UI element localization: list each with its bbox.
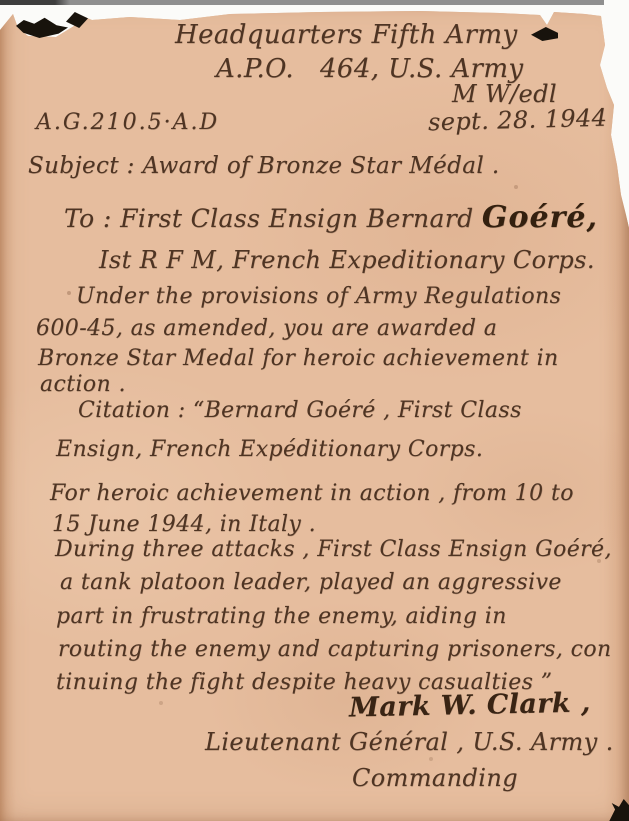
addressee-line-2: Ist R F M, French Expeditionary Corps. bbox=[99, 246, 595, 274]
file-reference: A.G.210.5·A.D bbox=[36, 110, 220, 135]
signature-role: Commanding bbox=[352, 764, 518, 792]
citation-narrative-line-2: a tank platoon leader, played an aggressive bbox=[60, 570, 562, 595]
citation-achievement-line-2: 15 June 1944, in Italy . bbox=[52, 512, 317, 537]
body-paragraph-1-line-3: Bronze Star Medal for heroic achievement in bbox=[38, 346, 559, 371]
paper-specks bbox=[0, 0, 2, 2]
body-paragraph-1-line-1: Under the provisions of Army Regulations bbox=[76, 284, 562, 309]
citation-line-2: Ensign, French Expéditionary Corps. bbox=[56, 437, 484, 462]
signature-rank: Lieutenant Général , U.S. Army . bbox=[205, 728, 614, 756]
addressee-name: Goéré, bbox=[481, 200, 598, 235]
scanner-edge-bar bbox=[0, 0, 604, 5]
clerk-initials: M W/edl bbox=[452, 80, 557, 108]
addressee-prefix: To : First Class Ensign Bernard bbox=[64, 204, 482, 233]
addressee-line-1 bbox=[64, 200, 598, 235]
citation-line-1: Citation : “Bernard Goéré , First Class bbox=[78, 398, 522, 423]
header-unit-line: Headquarters Fifth Army bbox=[175, 20, 518, 50]
citation-narrative-line-3: part in frustrating the enemy, aiding in bbox=[56, 604, 507, 629]
citation-achievement-line-1: For heroic achievement in action , from 10 to bbox=[50, 481, 574, 506]
body-paragraph-1-line-2: 600-45, as amended, you are awarded a bbox=[36, 316, 498, 341]
body-paragraph-1-line-4: action . bbox=[40, 372, 126, 397]
subject-line: Subject : Award of Bronze Star Médal . bbox=[28, 153, 500, 179]
citation-narrative-line-1: During three attacks , First Class Ensign Goéré, bbox=[55, 537, 612, 562]
date-line: sept. 28. 1944 bbox=[427, 103, 608, 137]
citation-narrative-line-5: tinuing the fight despite heavy casualties ” bbox=[56, 670, 553, 695]
signature-name: Mark W. Clark , bbox=[348, 687, 591, 724]
citation-narrative-line-4: routing the enemy and capturing prisoners, con bbox=[58, 637, 612, 662]
header-apo-line: A.P.O. 464, U.S. Army bbox=[216, 54, 524, 84]
